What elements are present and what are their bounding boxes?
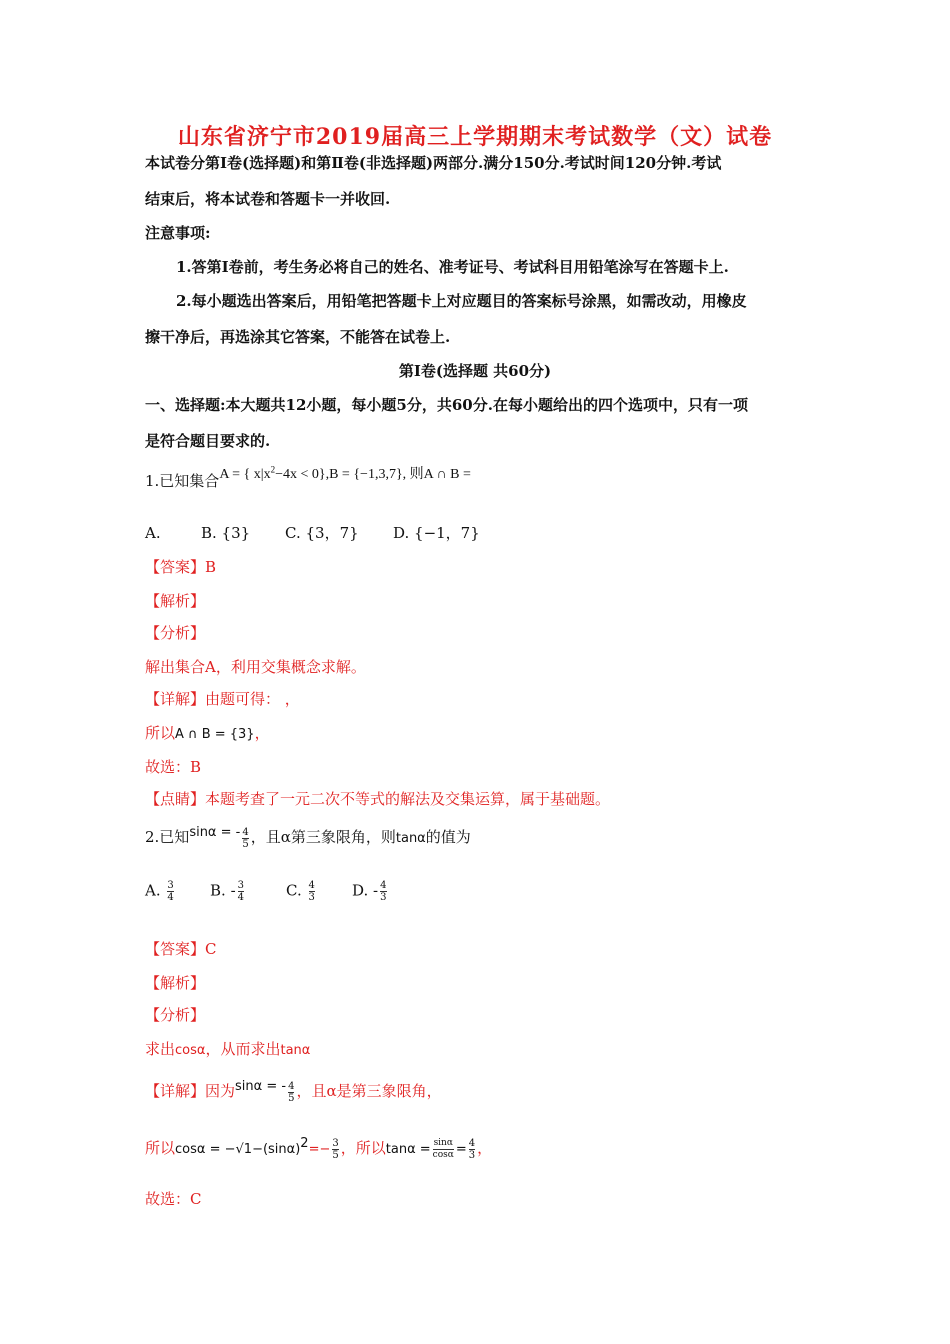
q2-suffix: 的值为 <box>425 828 471 846</box>
q2-option-c-frac <box>309 880 315 903</box>
q2-analysis <box>145 1038 310 1059</box>
q2-so-den2: 3 <box>468 1149 476 1161</box>
q2-so-tan-num: sinα <box>433 1137 453 1148</box>
q1-set-expression <box>219 464 471 482</box>
q2-so-tan-frac <box>433 1138 454 1161</box>
q2-option-d <box>352 880 389 903</box>
q2-detail-frac <box>288 1081 294 1104</box>
q2-so-num2: 4 <box>468 1137 476 1149</box>
q2-detail <box>145 1080 442 1104</box>
q2-fenxi: 【分析】 <box>145 1006 206 1024</box>
q2-option-b-frac <box>238 880 244 903</box>
notice-2a: 2.每小题选出答案后，用铅笔把答题卡上对应题目的答案标号涂黑，如需改动，用橡皮 <box>176 292 747 310</box>
intro-line-2: 结束后，将本试卷和答题卡一并收回. <box>145 190 391 208</box>
q2-frac-den: 5 <box>242 838 249 850</box>
q2-option-b-den: 4 <box>237 892 245 903</box>
q1-option-a: A. <box>145 524 161 542</box>
q1-option-c: C. {3，7} <box>285 524 359 542</box>
question-1 <box>145 464 471 491</box>
q2-so-tan-den: cosα <box>432 1149 454 1160</box>
q2-option-b-sign: - <box>230 881 236 900</box>
q2-so-frac2 <box>469 1138 475 1161</box>
q2-option-a-den: 4 <box>167 892 174 903</box>
section-title: 第Ⅰ卷(选择题 共60分) <box>398 362 552 380</box>
q2-detail-prefix: 【详解】因为 <box>145 1082 236 1100</box>
q2-option-a-frac <box>167 880 173 903</box>
q1-fenxi: 【分析】 <box>145 624 206 642</box>
section-instruction-1: 一、选择题:本大题共12小题，每小题5分，共60分.在每小题给出的四个选项中，只有一项 <box>145 396 748 414</box>
q1-options <box>145 522 480 543</box>
q2-option-c <box>286 880 352 903</box>
q2-options <box>145 880 389 903</box>
q2-detail-den: 5 <box>288 1092 295 1104</box>
q1-set-rest: −4x < 0},B = {−1,3,7}, 则A ∩ B = <box>275 467 471 482</box>
q2-detail-sin: sinα = - <box>235 1079 287 1094</box>
q2-sin-eq: sinα = - <box>189 825 241 840</box>
q2-analysis-tan: tanα <box>280 1043 311 1058</box>
q2-option-c-den: 3 <box>308 892 315 903</box>
q2-so-exp: 2 <box>300 1136 309 1151</box>
page-title: 山东省济宁市2019届高三上学期期末考试数学（文）试卷 <box>177 124 773 150</box>
q2-jiexi: 【解析】 <box>145 974 206 992</box>
q1-answer: 【答案】B <box>145 558 217 576</box>
q2-conclusion <box>145 1136 492 1161</box>
q1-so-math: A ∩ B = {3} <box>175 727 255 742</box>
q2-analysis-cos: cosα <box>175 1043 206 1058</box>
q2-so-mid: ，所以 <box>340 1139 386 1157</box>
q2-option-b <box>210 880 286 903</box>
q2-so-eq2: = <box>455 1142 467 1157</box>
q2-mid: ，且α第三象限角，则 <box>250 828 396 846</box>
q1-choose: 故选：B <box>145 758 202 776</box>
q2-option-c-label: C. <box>286 881 302 900</box>
q2-tan: tanα <box>395 831 426 846</box>
q2-so-frac <box>332 1138 338 1161</box>
q2-option-a-num: 3 <box>167 880 174 891</box>
q2-option-d-den: 3 <box>380 892 387 903</box>
q2-option-d-label: D. <box>352 881 369 900</box>
q1-jiexi: 【解析】 <box>145 592 206 610</box>
notice-2b: 擦干净后，再选涂其它答案，不能答在试卷上. <box>145 328 451 346</box>
notice-heading: 注意事项: <box>145 224 211 242</box>
q2-option-a-label: A. <box>145 881 161 900</box>
q2-so-tan: tanα = <box>385 1142 431 1157</box>
q2-option-c-num: 4 <box>308 880 315 891</box>
q1-so-prefix: 所以 <box>145 724 176 742</box>
q1-exponent: 2 <box>270 464 276 475</box>
q2-answer: 【答案】C <box>145 940 217 958</box>
q1-set-a: A = { x|x <box>219 467 271 482</box>
q2-option-b-label: B. <box>210 881 226 900</box>
intro-line-1: 本试卷分第Ⅰ卷(选择题)和第Ⅱ卷(非选择题)两部分.满分150分.考试时间120分钟.考试 <box>145 154 722 172</box>
q2-detail-num: 4 <box>288 1080 295 1092</box>
q2-option-d-frac <box>380 880 386 903</box>
question-2 <box>145 826 471 850</box>
q1-comment: 【点睛】本题考查了一元二次不等式的解法及交集运算，属于基础题。 <box>145 790 611 808</box>
notice-1: 1.答第Ⅰ卷前，考生务必将自己的姓名、准考证号、考试科目用铅笔涂写在答题卡上. <box>176 258 729 276</box>
q2-detail-suffix: ，且α是第三象限角， <box>296 1082 442 1100</box>
q1-detail: 【详解】由题可得： ， <box>145 690 300 708</box>
q2-analysis-prefix: 求出 <box>145 1040 176 1058</box>
section-instruction-2: 是符合题目要求的. <box>145 432 271 450</box>
q2-so-cos: cosα = −√1−(sinα) <box>175 1142 301 1157</box>
q2-prefix: 2.已知 <box>145 828 190 846</box>
q2-frac-num: 4 <box>242 826 249 838</box>
q2-choose: 故选：C <box>145 1190 202 1208</box>
q2-option-d-num: 4 <box>380 880 387 891</box>
q1-so-suffix: ， <box>254 724 270 742</box>
q1-analysis: 解出集合A，利用交集概念求解。 <box>145 658 366 676</box>
q2-option-d-sign: - <box>373 881 379 900</box>
q2-analysis-mid: ，从而求出 <box>205 1040 281 1058</box>
q2-so-eq: =− <box>308 1142 331 1157</box>
q2-option-a <box>145 880 210 903</box>
q1-option-d: D. {−1，7} <box>393 524 480 542</box>
q1-prefix: 1.已知集合 <box>145 472 220 490</box>
q2-so-num: 3 <box>332 1137 339 1149</box>
q2-option-b-num: 3 <box>237 880 245 891</box>
q1-option-b: B. {3} <box>201 524 251 542</box>
q2-so-end: ， <box>477 1139 493 1157</box>
q2-fraction <box>242 827 248 850</box>
q2-so-prefix: 所以 <box>145 1139 176 1157</box>
q1-conclusion <box>145 722 270 743</box>
q2-so-den: 5 <box>332 1149 339 1161</box>
